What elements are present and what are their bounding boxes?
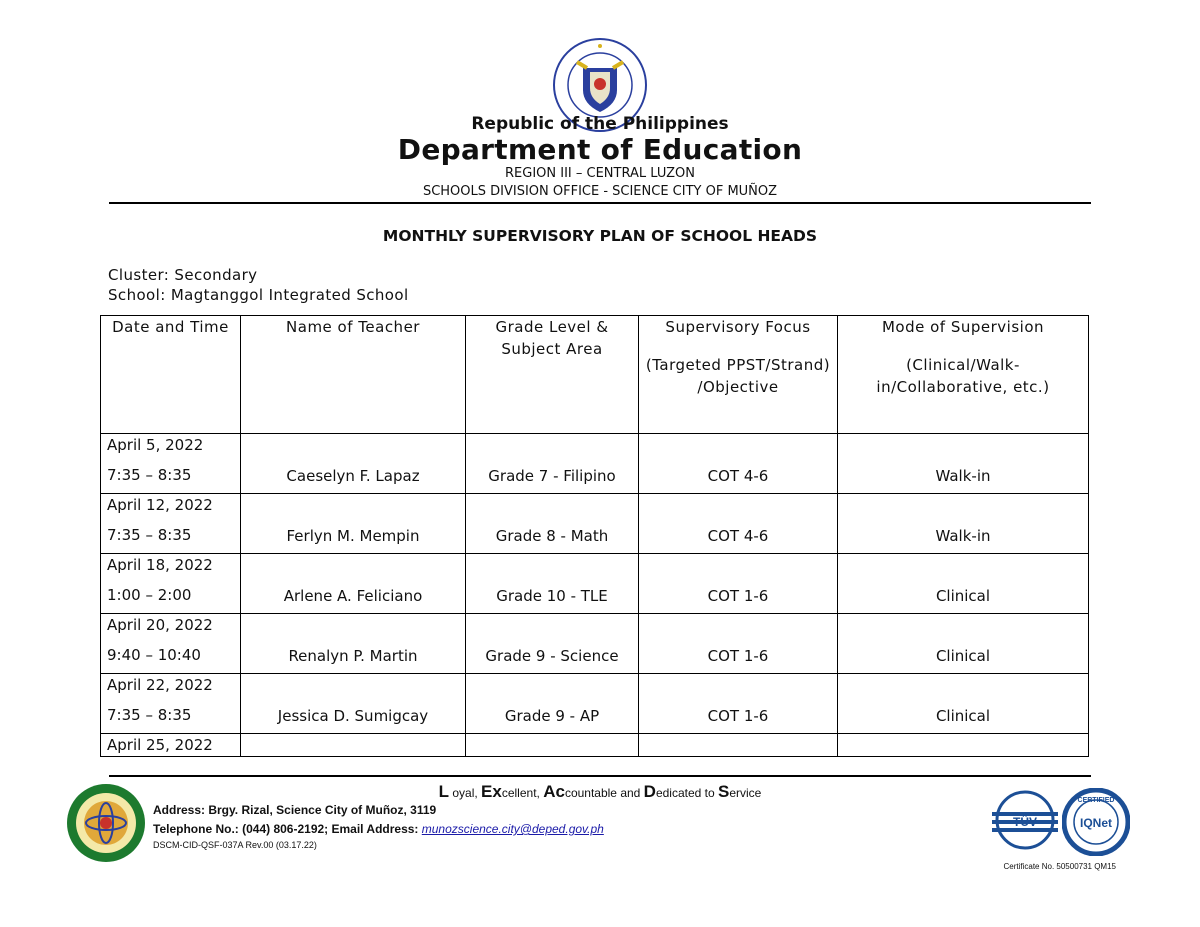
contact-line [153, 822, 604, 836]
focus-header-line1: Supervisory Focus [665, 318, 811, 336]
row-teacher: Jessica D. Sumigcay [277, 706, 429, 725]
table-row [101, 434, 1089, 494]
division-office-logo [66, 783, 146, 863]
division-heading: SCHOOLS DIVISION OFFICE - SCIENCE CITY OF MUÑOZ [422, 184, 778, 199]
row-time: 1:00 – 2:00 [107, 586, 192, 604]
row-grade: Grade 10 - TLE [496, 586, 608, 605]
row-focus [639, 734, 838, 757]
col-header-mode [838, 316, 1089, 434]
row-mode: Clinical [935, 706, 991, 725]
cluster-label: Cluster: Secondary [108, 266, 258, 284]
header-divider [109, 202, 1091, 204]
core-values-motto: L oyal, Excellent, Accountable and Dedicated to Service [438, 782, 762, 801]
col-header-date: Date and Time [101, 316, 241, 434]
row-date: April 12, 2022 [107, 496, 213, 514]
row-time: 7:35 – 8:35 [107, 706, 192, 724]
svg-text:TÜV: TÜV [1013, 815, 1037, 829]
mode-header-line2: (Clinical/Walk-in/Collaborative, etc.) [876, 356, 1050, 396]
row-date: April 20, 2022 [107, 616, 213, 634]
iqnet-certified-badge [1062, 788, 1130, 856]
row-focus: COT 4-6 [707, 526, 769, 545]
school-label: School: Magtanggol Integrated School [108, 286, 409, 304]
republic-heading: Republic of the Philippines [471, 114, 729, 134]
svg-text:IQNet: IQNet [1079, 816, 1113, 830]
row-teacher: Ferlyn M. Mempin [286, 526, 420, 545]
table-row [101, 734, 1089, 757]
row-time: 7:35 – 8:35 [107, 526, 192, 544]
col-header-grade: Grade Level & Subject Area [466, 316, 639, 434]
table-header-row [101, 316, 1089, 434]
supervisory-plan-table [100, 315, 1089, 757]
row-time: 9:40 – 10:40 [107, 646, 201, 664]
region-heading: REGION III – CENTRAL LUZON [505, 166, 695, 181]
row-focus: COT 1-6 [707, 586, 769, 605]
row-time: 7:35 – 8:35 [107, 466, 192, 484]
row-focus: COT 1-6 [707, 646, 769, 665]
col-header-teacher: Name of Teacher [241, 316, 466, 434]
iso-certification-logo [988, 790, 1062, 850]
telephone-label: Telephone No.: (044) 806-2192; Email Address: [153, 822, 419, 836]
row-date: April 22, 2022 [107, 676, 213, 694]
row-teacher: Renalyn P. Martin [288, 646, 418, 665]
row-date: April 18, 2022 [107, 556, 213, 574]
row-grade [466, 734, 639, 757]
row-focus: COT 4-6 [707, 466, 769, 485]
row-focus: COT 1-6 [707, 706, 769, 725]
table-row [101, 554, 1089, 614]
footer-divider [109, 775, 1091, 777]
row-teacher: Arlene A. Feliciano [283, 586, 423, 605]
row-teacher [241, 734, 466, 757]
row-mode [838, 734, 1089, 757]
certificate-number: Certificate No. 50500731 QM15 [1003, 862, 1116, 871]
row-mode: Clinical [935, 646, 991, 665]
row-date: April 5, 2022 [107, 436, 204, 454]
row-date: April 25, 2022 [107, 736, 213, 754]
row-grade: Grade 8 - Math [495, 526, 609, 545]
svg-text:CERTIFIED: CERTIFIED [1077, 797, 1115, 804]
row-grade: Grade 7 - Filipino [488, 466, 616, 485]
document-title: MONTHLY SUPERVISORY PLAN OF SCHOOL HEADS [382, 227, 818, 245]
department-heading: Department of Education [397, 133, 803, 166]
document-code: DSCM-CID-QSF-037A Rev.00 (03.17.22) [153, 840, 317, 850]
row-teacher: Caeselyn F. Lapaz [286, 466, 420, 485]
row-mode: Clinical [935, 586, 991, 605]
table-row [101, 614, 1089, 674]
mode-header-line1: Mode of Supervision [881, 318, 1045, 336]
table-row [101, 494, 1089, 554]
row-grade: Grade 9 - AP [504, 706, 600, 725]
col-header-focus [639, 316, 838, 434]
row-grade: Grade 9 - Science [485, 646, 619, 665]
table-row [101, 674, 1089, 734]
row-mode: Walk-in [935, 526, 991, 545]
row-mode: Walk-in [935, 466, 991, 485]
focus-header-line2: (Targeted PPST/Strand) /Objective [645, 356, 831, 396]
office-address: Address: Brgy. Rizal, Science City of Muñoz, 3119 [153, 803, 437, 817]
email-link[interactable]: munozscience.city@deped.gov.ph [421, 822, 604, 836]
